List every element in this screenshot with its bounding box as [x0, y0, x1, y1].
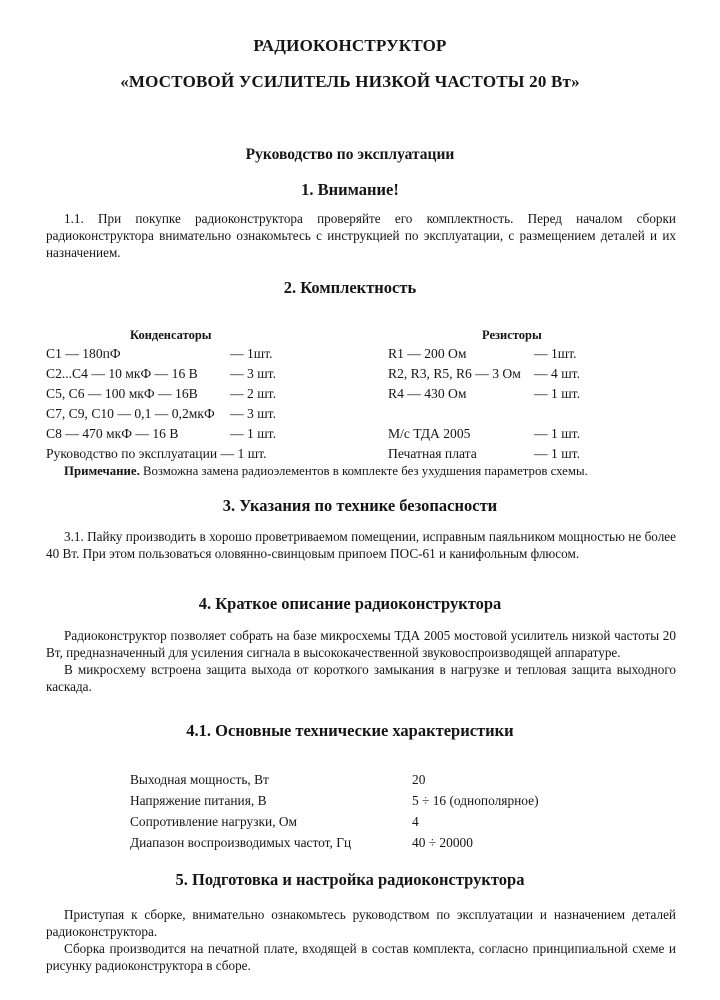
spec-value: 5 ÷ 16 (однополярное)	[412, 793, 539, 808]
item-name: R4 — 430 Ом	[388, 386, 467, 401]
note-text: Возможна замена радиоэлементов в комплекте без ухудшения параметров схемы.	[139, 464, 588, 478]
manual-item: Руководство по эксплуатации — 1 шт.	[46, 446, 267, 461]
item-name: R2, R3, R5, R6 — 3 Ом	[388, 366, 521, 381]
item-qty: — 1 шт.	[230, 426, 276, 441]
item-name: С7, С9, С10 — 0,1 — 0,2мкФ	[46, 406, 215, 421]
section-3-heading: 3. Указания по технике безопасности	[222, 496, 498, 515]
item-name: R1 — 200 Ом	[388, 346, 467, 361]
section-2-heading: 2. Комплектность	[283, 278, 417, 297]
spec-value: 40 ÷ 20000	[412, 835, 473, 850]
product-title: «МОСТОВОЙ УСИЛИТЕЛЬ НИЗКОЙ ЧАСТОТЫ 20 Вт»	[120, 72, 580, 91]
spec-label: Сопротивление нагрузки, Ом	[130, 814, 298, 829]
section-5-paragraph-2: Сборка производится на печатной плате, входящей в состав комплекта, согласно принципиальной схеме и рисунку радиоконструктора в сборе.	[46, 941, 676, 973]
resistors-header: Резисторы	[482, 328, 542, 342]
spec-label: Выходная мощность, Вт	[130, 772, 269, 787]
item-name: С2...С4 — 10 мкФ — 16 В	[46, 366, 198, 381]
item-qty: — 3 шт.	[230, 406, 276, 421]
item-qty: — 2 шт.	[230, 386, 276, 401]
section-5-text	[46, 906, 676, 974]
section-3-text	[46, 528, 676, 562]
manual-title: Руководство по эксплуатации	[245, 146, 455, 163]
item-qty: — 1 шт.	[534, 446, 580, 461]
section-5-heading: 5. Подготовка и настройка радиоконструктора	[175, 870, 525, 889]
item-name: Печатная плата	[388, 446, 477, 461]
list-item	[388, 446, 580, 462]
document-title: РАДИОКОНСТРУКТОР	[253, 36, 447, 55]
spec-label: Напряжение питания, В	[130, 793, 267, 808]
table-row	[130, 793, 539, 809]
item-name: С5, С6 — 100 мкФ — 16В	[46, 386, 198, 401]
kit-note	[64, 464, 588, 479]
note-label: Примечание.	[64, 464, 140, 478]
list-item	[46, 366, 276, 382]
item-name: С8 — 470 мкФ — 16 В	[46, 426, 179, 441]
section-1-paragraph: 1.1. При покупке радиоконструктора проверяйте его комплектность. Перед началом сборки радиоконструктора внимательно ознакомьтесь с инструкцией по эксплуатации, с размещением деталей и их назначением.	[46, 211, 676, 260]
item-qty: — 3 шт.	[230, 366, 276, 381]
section-4-paragraph-1: Радиоконструктор позволяет собрать на базе микросхемы ТДА 2005 мостовой усилитель низкой частоты 20 Вт, предназначенный для усиления сигнала в высококачественной звуковоспроизводящей аппаратуре.	[46, 628, 676, 660]
list-item	[388, 346, 577, 362]
list-item	[388, 386, 580, 402]
table-row	[130, 835, 473, 851]
item-qty: — 4 шт.	[534, 366, 580, 381]
section-4-heading: 4. Краткое описание радиоконструктора	[198, 594, 502, 613]
section-1-text	[46, 210, 676, 261]
section-3-paragraph: 3.1. Пайку производить в хорошо проветриваемом помещении, исправным паяльником мощностью не более 40 Вт. При этом пользоваться оловянно-свинцовым припоем ПОС-61 и канифольным флюсом.	[46, 529, 676, 561]
section-4-text	[46, 627, 676, 695]
section-4-1-heading: 4.1. Основные технические характеристики	[186, 721, 514, 740]
list-item	[46, 346, 273, 362]
section-5-paragraph-1: Приступая к сборке, внимательно ознакомьтесь руководством по эксплуатации и назначением деталей радиоконструктора.	[46, 907, 676, 939]
list-item	[46, 426, 276, 442]
list-item	[46, 406, 276, 422]
list-item	[388, 426, 580, 442]
capacitors-header: Конденсаторы	[130, 328, 212, 342]
item-qty: — 1шт.	[230, 346, 273, 361]
section-1-heading: 1. Внимание!	[301, 180, 399, 199]
table-row	[130, 772, 426, 788]
item-qty: — 1шт.	[534, 346, 577, 361]
item-qty: — 1 шт.	[534, 426, 580, 441]
list-item	[388, 366, 580, 382]
item-name: М/с ТДА 2005	[388, 426, 471, 441]
item-qty: — 1 шт.	[534, 386, 580, 401]
spec-value: 4	[412, 814, 419, 829]
item-name: С1 — 180пФ	[46, 346, 121, 361]
table-row	[130, 814, 419, 830]
section-4-paragraph-2: В микросхему встроена защита выхода от короткого замыкания в нагрузке и тепловая защита выходного каскада.	[46, 662, 676, 694]
spec-value: 20	[412, 772, 426, 787]
spec-label: Диапазон воспроизводимых частот, Гц	[130, 835, 352, 850]
list-item	[46, 386, 276, 402]
